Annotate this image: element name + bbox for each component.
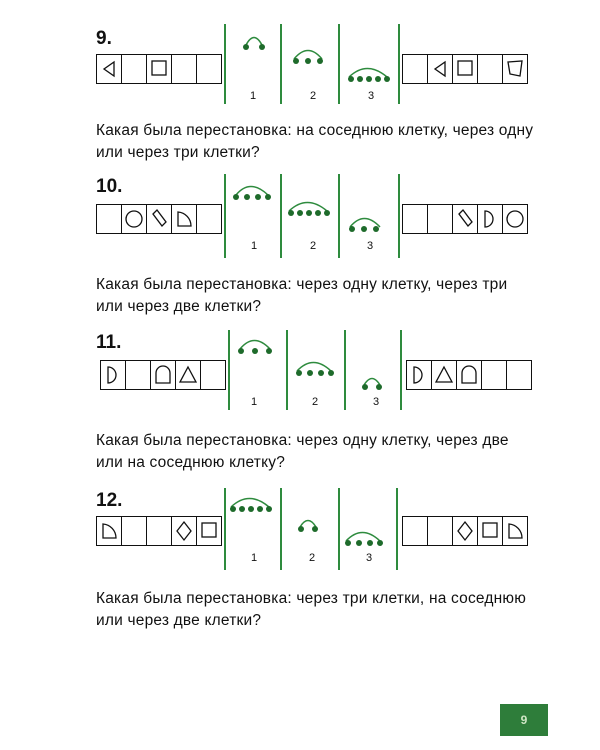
cell — [478, 205, 503, 233]
cell — [122, 205, 147, 233]
cell — [197, 517, 221, 545]
option-label: 2 — [309, 240, 317, 252]
option-2 — [292, 512, 342, 536]
cell — [453, 205, 478, 233]
cell — [403, 517, 428, 545]
divider — [280, 488, 282, 570]
parallelogram-icon — [453, 205, 477, 233]
cell — [151, 361, 176, 389]
cell — [172, 205, 197, 233]
cell — [478, 55, 503, 83]
option-3 — [342, 526, 392, 550]
arc-dots-icon — [342, 526, 392, 550]
cell — [122, 55, 147, 83]
cell — [97, 517, 122, 545]
divider — [224, 174, 226, 258]
task-number: 11. — [96, 332, 122, 353]
square-icon — [147, 55, 171, 83]
option-label: 3 — [372, 396, 380, 408]
divider — [224, 488, 226, 570]
parallelogram-icon — [147, 205, 171, 233]
cell — [147, 517, 172, 545]
square-icon — [197, 517, 221, 545]
arch-icon — [151, 361, 175, 389]
page-number-badge — [500, 704, 548, 736]
half-circle-icon — [407, 361, 431, 389]
option-3 — [344, 212, 394, 236]
arc-dots-icon — [234, 30, 284, 54]
row-before — [96, 516, 222, 546]
cell — [147, 205, 172, 233]
cell — [197, 55, 221, 83]
diamond-icon — [453, 517, 477, 545]
cell — [407, 361, 432, 389]
option-label: 3 — [366, 240, 374, 252]
option-label: 2 — [309, 90, 317, 102]
divider — [224, 24, 226, 104]
cell — [428, 55, 453, 83]
cell — [432, 361, 457, 389]
triangle-left-icon — [97, 55, 121, 83]
option-label: 2 — [308, 552, 316, 564]
option-label: 1 — [250, 240, 258, 252]
cell — [403, 55, 428, 83]
divider — [338, 24, 340, 104]
cell — [201, 361, 225, 389]
row-after — [402, 54, 528, 84]
cell — [122, 517, 147, 545]
divider — [280, 174, 282, 258]
option-label: 1 — [250, 396, 258, 408]
option-label: 3 — [367, 90, 375, 102]
half-circle-icon — [101, 361, 125, 389]
cell — [453, 517, 478, 545]
quarter-circle-icon — [172, 205, 196, 233]
cell — [453, 55, 478, 83]
divider — [400, 330, 402, 410]
cell — [403, 205, 428, 233]
task-number: 12. — [96, 490, 123, 511]
arch-icon — [457, 361, 481, 389]
cell — [503, 205, 527, 233]
square-icon — [453, 55, 477, 83]
quarter-circle-icon — [503, 517, 527, 545]
option-1 — [227, 492, 277, 516]
cell — [101, 361, 126, 389]
row-before — [100, 360, 226, 390]
option-label: 1 — [249, 90, 257, 102]
cell — [503, 55, 527, 83]
quadrilateral-icon — [503, 55, 527, 83]
arc-dots-icon — [288, 44, 338, 68]
option-2 — [288, 44, 338, 68]
divider — [338, 174, 340, 258]
row-after — [406, 360, 532, 390]
arc-dots-icon — [293, 356, 343, 380]
option-3 — [345, 62, 395, 86]
divider — [228, 330, 230, 410]
option-2 — [285, 196, 335, 220]
cell — [428, 517, 453, 545]
arc-dots-icon — [344, 212, 394, 236]
circle-icon — [503, 205, 527, 233]
cell — [176, 361, 201, 389]
cell — [97, 205, 122, 233]
divider — [338, 488, 340, 570]
option-1 — [234, 30, 284, 54]
option-1 — [230, 180, 280, 204]
cell — [172, 517, 197, 545]
arc-dots-icon — [356, 370, 406, 394]
arc-dots-icon — [230, 180, 280, 204]
question-text: Какая была перестановка: через одну клетку, через две или на соседнюю клетку? — [96, 432, 509, 471]
question-text: Какая была перестановка: через три клетки, на соседнюю или через две клетки? — [96, 590, 527, 629]
square-icon — [478, 517, 502, 545]
divider — [396, 488, 398, 570]
arc-dots-icon — [232, 334, 282, 358]
row-before — [96, 204, 222, 234]
cell — [97, 55, 122, 83]
arc-dots-icon — [227, 492, 277, 516]
circle-icon — [122, 205, 146, 233]
row-after — [402, 516, 528, 546]
option-3 — [356, 370, 406, 394]
option-label: 3 — [365, 552, 373, 564]
diamond-icon — [172, 517, 196, 545]
option-label: 2 — [311, 396, 319, 408]
cell — [482, 361, 507, 389]
quarter-circle-icon — [97, 517, 121, 545]
triangle-up-icon — [176, 361, 200, 389]
cell — [478, 517, 503, 545]
option-1 — [232, 334, 282, 358]
page-number: 9 — [520, 713, 528, 727]
question-text: Какая была перестановка: через одну клетку, через три или через две клетки? — [96, 276, 508, 315]
cell — [172, 55, 197, 83]
divider — [286, 330, 288, 410]
triangle-left-icon — [428, 55, 452, 83]
divider — [344, 330, 346, 410]
cell — [428, 205, 453, 233]
cell — [197, 205, 221, 233]
half-circle-icon — [478, 205, 502, 233]
row-after — [402, 204, 528, 234]
task-number: 9. — [96, 28, 112, 49]
arc-dots-icon — [345, 62, 395, 86]
cell — [503, 517, 527, 545]
divider — [398, 174, 400, 258]
divider — [280, 24, 282, 104]
question-text: Какая была перестановка: на соседнюю клетку, через одну или через три клетки? — [96, 122, 534, 161]
task-number: 10. — [96, 176, 123, 197]
triangle-up-icon — [432, 361, 456, 389]
option-label: 1 — [250, 552, 258, 564]
row-before — [96, 54, 222, 84]
cell — [507, 361, 531, 389]
cell — [126, 361, 151, 389]
cell — [147, 55, 172, 83]
option-2 — [293, 356, 343, 380]
cell — [457, 361, 482, 389]
arc-dots-icon — [285, 196, 335, 220]
arc-dots-icon — [292, 512, 342, 536]
divider — [398, 24, 400, 104]
